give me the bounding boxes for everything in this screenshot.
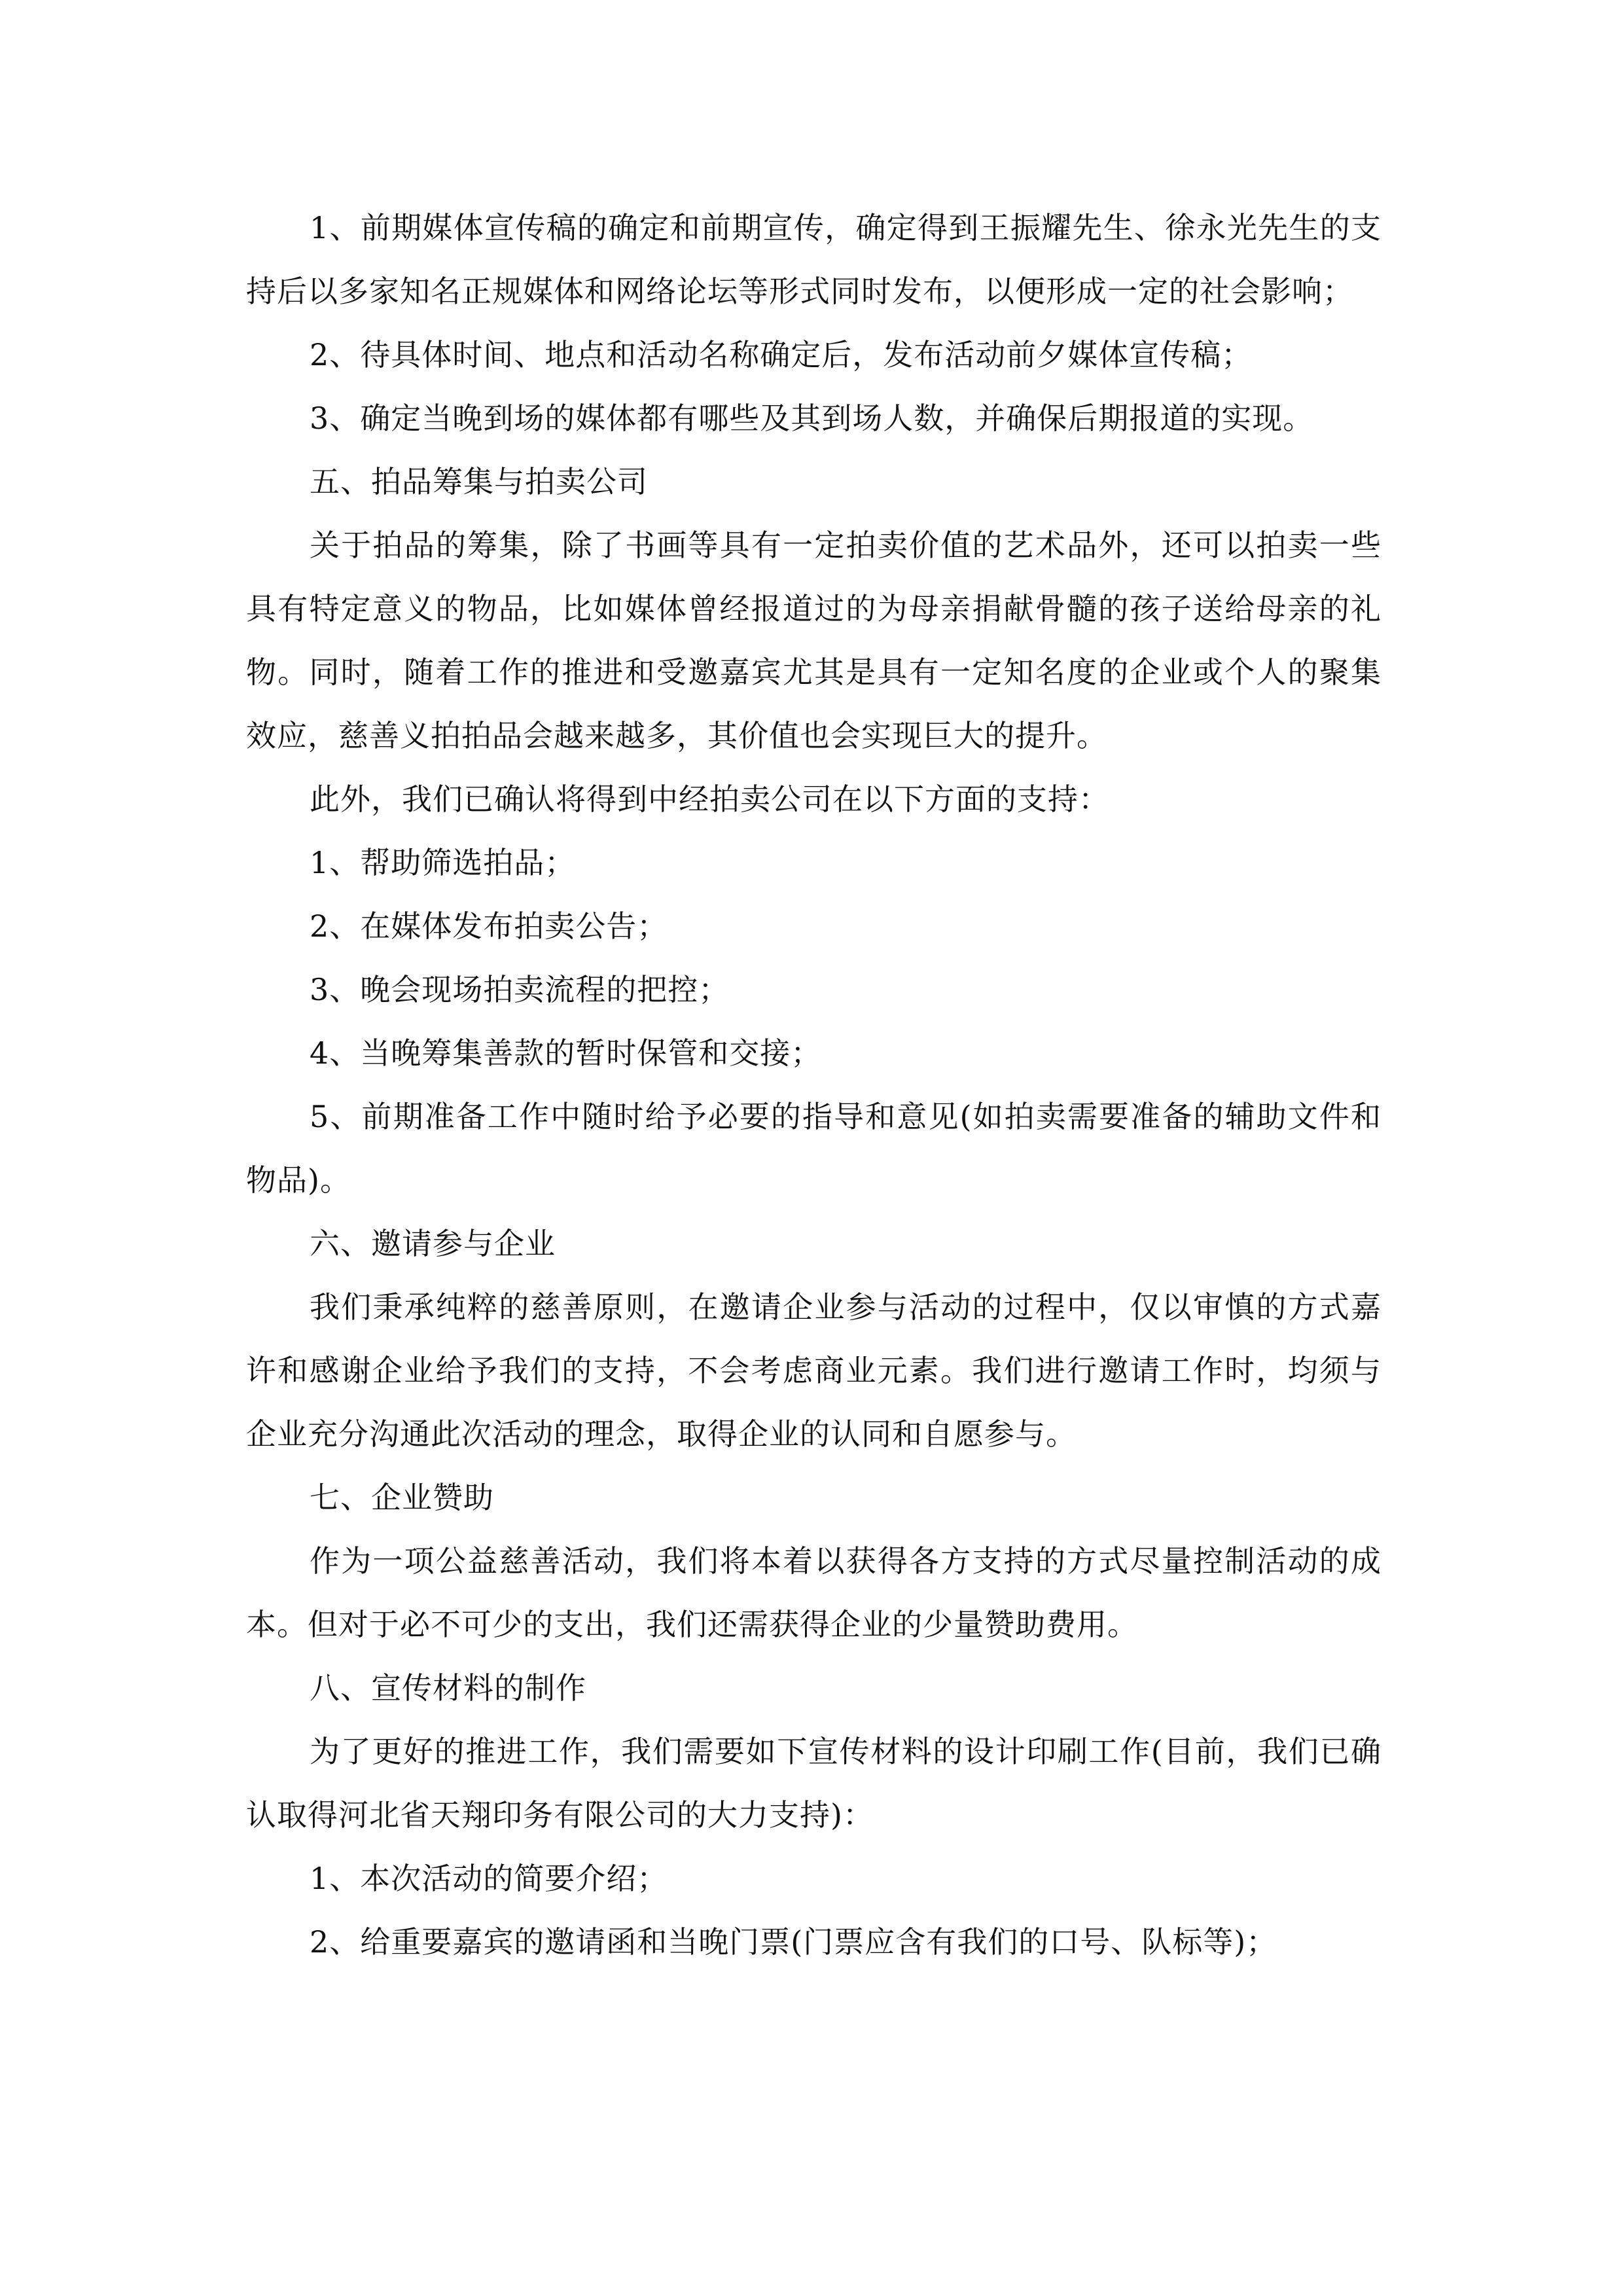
section-heading-sponsor: 七、企业赞助 (310, 1480, 494, 1515)
paragraph-media-item-1: 1、前期媒体宣传稿的确定和前期宣传，确定得到王振耀先生、徐永光先生的支持后以多家知名正规媒体和网络论坛等形式同时发布，以便形成一定的社会影响； (246, 210, 1382, 309)
section-heading-invite: 六、邀请参与企业 (310, 1226, 556, 1261)
paragraph-auction-items: 关于拍品的筹集，除了书画等具有一定拍卖价值的艺术品外，还可以拍卖一些具有特定意义的物品，比如媒体曾经报道过的为母亲捐献骨髓的孩子送给母亲的礼物。同时，随着工作的推进和受邀嘉宾尤其是具有一定知名度的企业或个人的聚集效应，慈善义拍拍品会越来越多，其价值也会实现巨大的提升。 (246, 528, 1382, 753)
section-heading-materials: 八、宣传材料的制作 (310, 1670, 586, 1706)
list-item-auction-2: 2、在媒体发布拍卖公告； (310, 908, 668, 944)
list-item-auction-4: 4、当晚筹集善款的暂时保管和交接； (310, 1035, 822, 1071)
list-item-auction-1: 1、帮助筛选拍品； (310, 845, 576, 880)
paragraph-auction-support: 此外，我们已确认将得到中经拍卖公司在以下方面的支持： (310, 781, 1109, 817)
list-item-auction-5: 5、前期准备工作中随时给予必要的指导和意见(如拍卖需要准备的辅助文件和物品)。 (246, 1099, 1382, 1198)
section-heading-auction: 五、拍品筹集与拍卖公司 (310, 464, 648, 499)
paragraph-invite: 我们秉承纯粹的慈善原则，在邀请企业参与活动的过程中，仅以审慎的方式嘉许和感谢企业给予我们的支持，不会考虑商业元素。我们进行邀请工作时，均须与企业充分沟通此次活动的理念，取得企业的认同和自愿参与。 (246, 1289, 1382, 1452)
list-item-materials-1: 1、本次活动的简要介绍； (310, 1861, 668, 1896)
paragraph-media-item-3: 3、确定当晚到场的媒体都有哪些及其到场人数，并确保后期报道的实现。 (310, 401, 1314, 436)
list-item-auction-3: 3、晚会现场拍卖流程的把控； (310, 972, 730, 1007)
list-item-materials-2: 2、给重要嘉宾的邀请函和当晚门票(门票应含有我们的口号、队标等)； (310, 1924, 1277, 1960)
document-body (246, 196, 1382, 1974)
paragraph-sponsor: 作为一项公益慈善活动，我们将本着以获得各方支持的方式尽量控制活动的成本。但对于必不可少的支出，我们还需获得企业的少量赞助费用。 (246, 1543, 1382, 1642)
paragraph-media-item-2: 2、待具体时间、地点和活动名称确定后，发布活动前夕媒体宣传稿； (310, 337, 1253, 372)
paragraph-materials: 为了更好的推进工作，我们需要如下宣传材料的设计印刷工作(目前，我们已确认取得河北省天翔印务有限公司的大力支持)： (246, 1734, 1382, 1833)
